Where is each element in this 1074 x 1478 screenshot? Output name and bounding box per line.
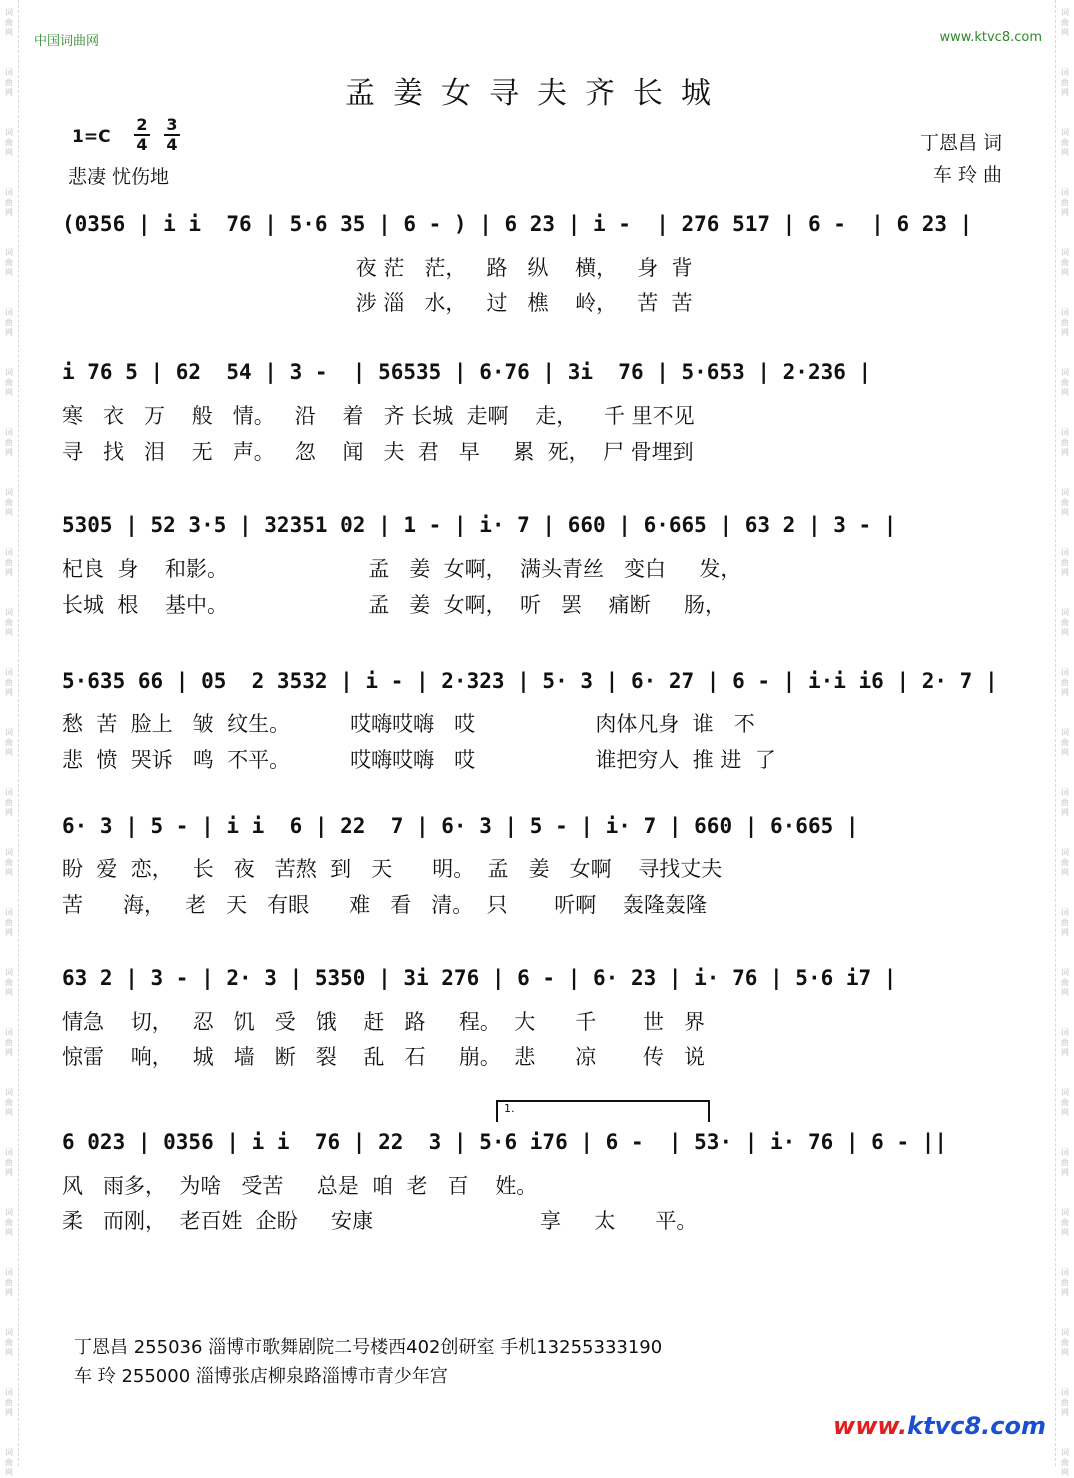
watermark-text: 词曲网 [1061,248,1069,277]
watermark-text: 词曲网 [5,8,13,37]
watermark-text: 词曲网 [5,848,13,877]
left-watermark-strip [0,0,19,1477]
lyrics-verse1-line-4: 愁 苦 脸上 皱 纹生。 哎嗨哎嗨 哎 肉体凡身 谁 不 [62,712,755,736]
lyricist-credit: 丁恩昌 词 [919,132,1002,154]
lyrics-verse2-line-6: 惊雷 响， 城 墙 断 裂 乱 石 崩。 悲 凉 传 说 [62,1045,706,1069]
contact-composer: 车 玲 255000 淄博张店柳泉路淄博市青少年宫 [74,1366,448,1387]
watermark-text: 词曲网 [1061,368,1069,397]
watermark-text: 词曲网 [5,368,13,397]
watermark-text: 词曲网 [5,968,13,997]
lyrics-verse2-line-1: 涉 淄 水， 过 樵 岭， 苦 苦 [62,291,693,315]
watermark-text: 词曲网 [1061,1148,1069,1177]
time-signature-3-4: 3 4 [162,116,182,154]
notation-line-7: 6 023 | 0356 | i i 76 | 22 3 | 5·6 i76 | 6 - | 53· | i· 76 | 6 - || [62,1130,948,1154]
notation-line-5: 6· 3 | 5 - | i i 6 | 22 7 | 6· 3 | 5 - | i· 7 | 660 | 6·665 | [62,814,859,838]
song-title: 孟姜女寻夫齐长城 [345,76,729,111]
watermark-text: 词曲网 [5,668,13,697]
lyrics-verse2-line-3: 长城 根 基中。 孟 姜 女啊， 听 罢 痛断 肠， [62,593,727,617]
watermark-text: 词曲网 [5,1448,13,1477]
site-url-right[interactable]: www.ktvc8.com [939,30,1042,45]
site-name-left[interactable]: 中国词曲网 [34,34,100,49]
notation-line-4: 5·635 66 | 05 2 3532 | i - | 2·323 | 5· 3 | 6· 27 | 6 - | i·i i6 | 2· 7 | [62,669,998,693]
watermark-text: 词曲网 [5,1148,13,1177]
watermark-text: 词曲网 [1061,1268,1069,1297]
expression-mark: 悲凄 忧伤地 [68,166,170,188]
lyrics-verse1-line-5: 盼 爱 恋， 长 夜 苦熬 到 天 明。 孟 姜 女啊 寻找丈夫 [62,857,723,881]
watermark-text: 词曲网 [1061,968,1069,997]
watermark-text: 词曲网 [1061,1028,1069,1057]
watermark-text: 词曲网 [1061,488,1069,517]
watermark-text: 词曲网 [5,728,13,757]
time-signature-2-4: 2 4 [132,116,152,154]
watermark-text: 词曲网 [1061,1388,1069,1417]
lyrics-verse1-line-1: 夜 茫 茫， 路 纵 横， 身 背 [62,256,693,280]
notation-line-3: 5305 | 52 3·5 | 32351 02 | 1 - | i· 7 | 660 | 6·665 | 63 2 | 3 - | [62,513,897,537]
composer-credit: 车 玲 曲 [932,164,1002,186]
watermark-text: 词曲网 [1061,308,1069,337]
watermark-text: 词曲网 [5,908,13,937]
watermark-text: 词曲网 [1061,1328,1069,1357]
watermark-text: 词曲网 [1061,668,1069,697]
watermark-text: 词曲网 [5,308,13,337]
watermark-text: 词曲网 [5,188,13,217]
watermark-text: 词曲网 [5,1028,13,1057]
notation-line-6: 63 2 | 3 - | 2· 3 | 5350 | 3i 276 | 6 - | 6· 23 | i· 76 | 5·6 i7 | [62,966,897,990]
lyrics-verse2-line-2: 寻 找 泪 无 声。 忽 闻 夫 君 早 累 死， 尸 骨埋到 [62,440,694,464]
watermark-text: 词曲网 [5,548,13,577]
lyrics-verse2-line-5: 苦 海， 老 天 有眼 难 看 清。 只 听啊 轰隆轰隆 [62,893,708,917]
contact-lyricist: 丁恩昌 255036 淄博市歌舞剧院二号楼西402创研室 手机13255333190 [74,1337,663,1358]
notation-line-2: i 76 5 | 62 54 | 3 - | 56535 | 6·76 | 3i 76 | 5·653 | 2·236 | [62,360,872,384]
watermark-text: 词曲网 [1061,428,1069,457]
watermark-text: 词曲网 [1061,908,1069,937]
watermark-text: 词曲网 [5,788,13,817]
lyrics-verse1-line-6: 情急 切， 忍 饥 受 饿 赶 路 程。 大 千 世 界 [62,1010,706,1034]
watermark-text: 词曲网 [1061,608,1069,637]
watermark-text: 词曲网 [5,128,13,157]
key-signature: 1=C [72,127,111,147]
watermark-text: 词曲网 [1061,548,1069,577]
logo-part-domain: ktvc8.com [907,1412,1046,1440]
lyrics-verse1-line-3: 杞良 身 和影。 孟 姜 女啊， 满头青丝 变白 发， [62,557,742,581]
lyrics-verse1-line-7: 风 雨多， 为啥 受苦 总是 咱 老 百 姓。 [62,1174,538,1198]
right-watermark-strip [1055,0,1074,1477]
watermark-text: 词曲网 [5,608,13,637]
watermark-text: 词曲网 [1061,128,1069,157]
watermark-text: 词曲网 [5,1388,13,1417]
notation-line-1: (0356 | i i 76 | 5·6 35 | 6 - ) | 6 23 | i - | 276 517 | 6 - | 6 23 | [62,212,973,236]
watermark-text: 词曲网 [1061,188,1069,217]
watermark-text: 词曲网 [5,1208,13,1237]
watermark-text: 词曲网 [1061,1448,1069,1477]
lyrics-verse2-line-4: 悲 愤 哭诉 鸣 不平。 哎嗨哎嗨 哎 谁把穷人 推 进 了 [62,748,776,772]
lyrics-verse1-line-2: 寒 衣 万 般 情。 沿 着 齐 长城 走啊 走， 千 里不见 [62,404,695,428]
watermark-text: 词曲网 [5,248,13,277]
watermark-text: 词曲网 [5,1088,13,1117]
watermark-text: 词曲网 [5,428,13,457]
watermark-text: 词曲网 [1061,1208,1069,1237]
watermark-text: 词曲网 [1061,1088,1069,1117]
watermark-text: 词曲网 [1061,728,1069,757]
first-ending-bracket: 1. [496,1100,710,1122]
watermark-text: 词曲网 [5,1268,13,1297]
watermark-text: 词曲网 [1061,788,1069,817]
watermark-text: 词曲网 [1061,68,1069,97]
watermark-text: 词曲网 [5,488,13,517]
watermark-text: 词曲网 [1061,848,1069,877]
logo-part-www: www. [833,1412,908,1440]
watermark-text: 词曲网 [5,1328,13,1357]
site-logo[interactable] [833,1412,1046,1440]
watermark-text: 词曲网 [5,68,13,97]
watermark-text: 词曲网 [1061,8,1069,37]
lyrics-verse2-line-7: 柔 而刚， 老百姓 企盼 安康 享 太 平。 [62,1209,698,1233]
